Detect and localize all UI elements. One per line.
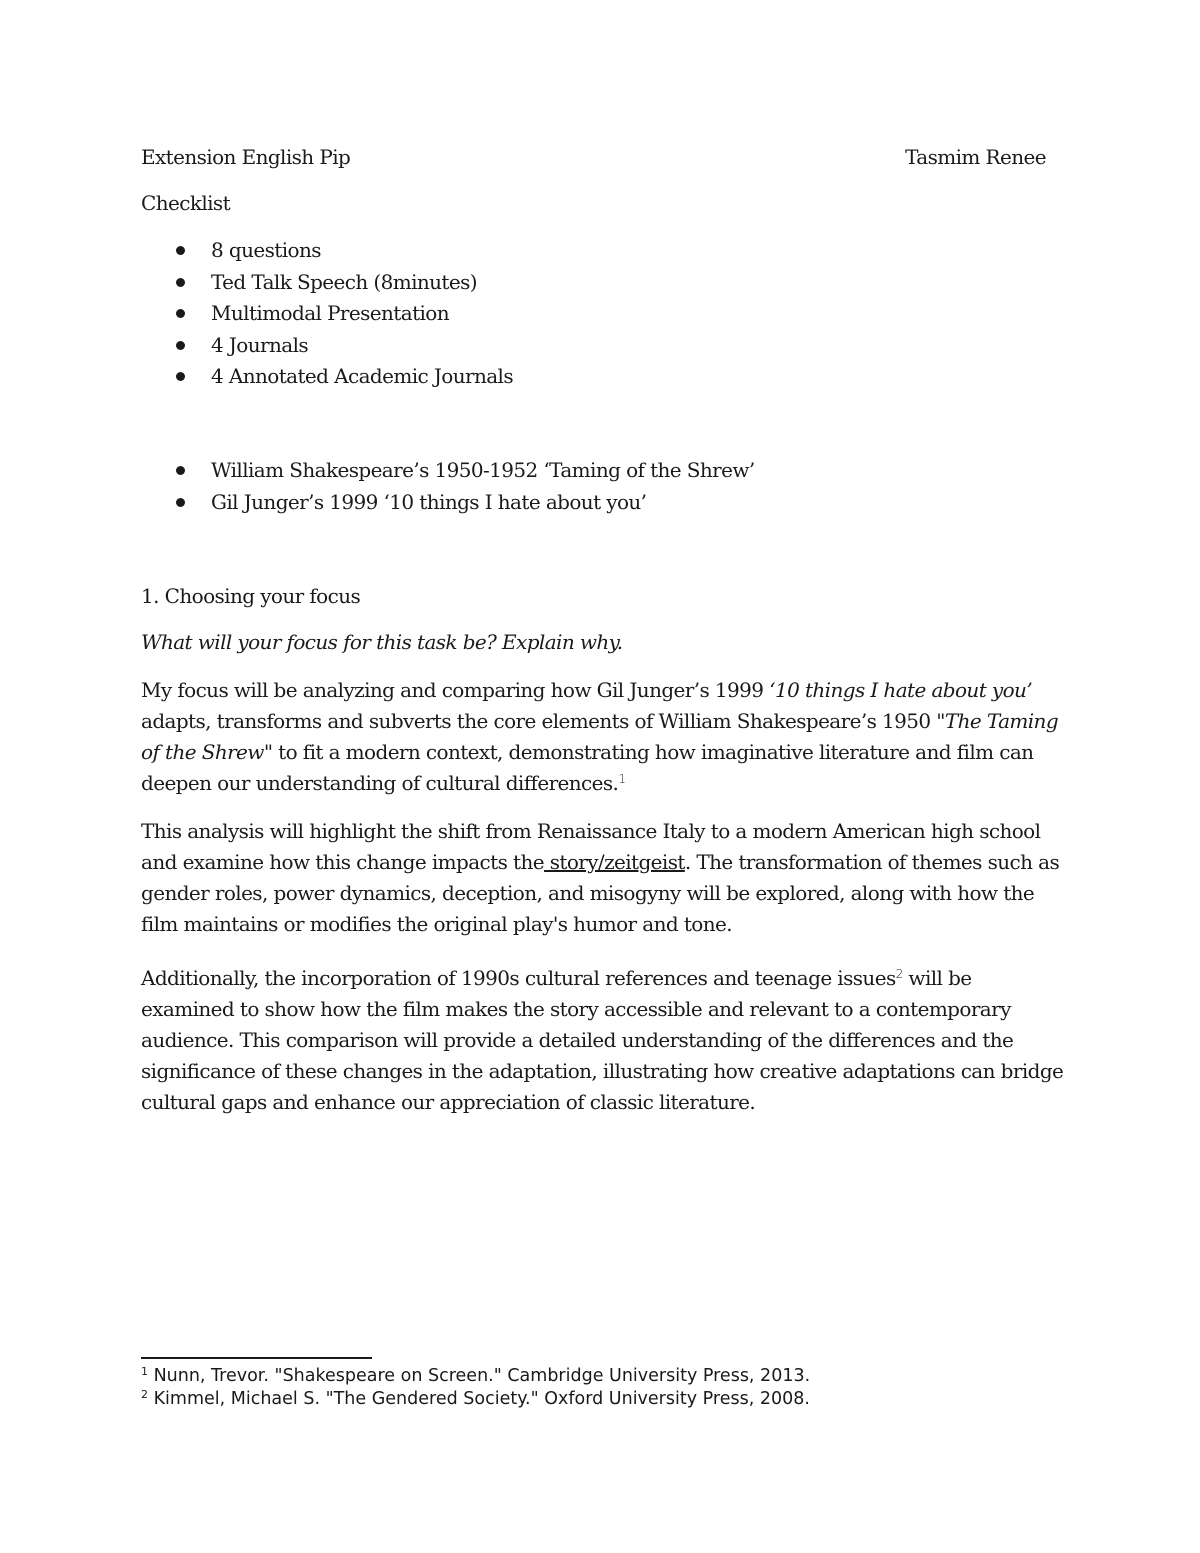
course-title: Extension English Pip: [141, 145, 351, 169]
list-item-text: William Shakespeare’s 1950-1952 ‘Taming of the Shrew’: [211, 458, 755, 482]
footnote-ref[interactable]: 2: [895, 967, 903, 981]
bullet-icon: [176, 372, 185, 381]
footnote-text: Nunn, Trevor. "Shakespeare on Screen." Cambridge University Press, 2013.: [148, 1366, 811, 1386]
footnote-ref[interactable]: 1: [618, 772, 626, 786]
footnote-divider: [141, 1357, 372, 1359]
bullet-icon: [176, 498, 185, 507]
bullet-icon: [176, 309, 185, 318]
section-heading: 1. Choosing your focus: [141, 584, 361, 608]
list-item-text: 8 questions: [211, 238, 321, 262]
list-item: [141, 363, 1041, 395]
list-item: [141, 457, 1041, 489]
list-item-text: 4 Journals: [211, 332, 309, 357]
paragraph-additional: [141, 963, 1066, 1118]
footnote-text: Kimmel, Michael S. "The Gendered Society." Oxford University Press, 2008.: [148, 1389, 810, 1409]
paragraph-text: will be examined to show how the film makes the story accessible and relevant to a contemporary audience. This comparison will provide a detailed understanding of the differences and the significance of these changes in the adaptation, illustrating how creative adaptations can bridge cultural gaps and enhance our appreciation of classic literature.: [141, 966, 1064, 1114]
list-item-text: 4 Annotated Academic Journals: [211, 364, 514, 388]
bullet-icon: [176, 466, 185, 475]
list-item: [141, 332, 1041, 364]
play-title: The Taming of the Shrew: [141, 709, 1059, 764]
footnote-number: 1: [141, 1365, 148, 1378]
list-item: [141, 300, 1041, 332]
list-item-text: Multimodal Presentation: [211, 301, 450, 325]
footnote-item: [141, 1388, 1041, 1411]
underlined-term: story/zeitgeist: [543, 850, 685, 874]
paragraph-text: adapts, transforms and subverts the core elements of William Shakespeare’s 1950 ": [141, 709, 945, 733]
bullet-icon: [176, 246, 185, 255]
author-name: Tasmim Renee: [905, 145, 1046, 169]
paragraph-analysis: [141, 816, 1066, 940]
bullet-icon: [176, 278, 185, 287]
list-item: [141, 269, 1041, 301]
list-item: [141, 237, 1041, 269]
texts-list: [141, 457, 1041, 520]
footnote-item: [141, 1365, 1041, 1388]
paragraph-text: My focus will be analyzing and comparing how Gil Junger’s 1999: [141, 678, 770, 702]
section-question: What will your focus for this task be? Explain why.: [141, 630, 623, 654]
paragraph-text: This analysis will highlight the shift from Renaissance Italy to a modern American high school and examine how this change impacts the: [141, 819, 1041, 874]
checklist-list: [141, 237, 1041, 395]
paragraph-text: . The transformation of themes such as gender roles, power dynamics, deception, and misogyny will be explored, along with how the film maintains or modifies the original play's humor and tone.: [141, 850, 1060, 936]
paragraph-focus: [141, 675, 1066, 799]
bullet-icon: [176, 341, 185, 350]
footnotes: [141, 1365, 1041, 1411]
paragraph-text: " to fit a modern context, demonstrating how imaginative literature and film can deepen our understanding of cultural differences.: [141, 740, 1034, 795]
list-item-text: Ted Talk Speech (8minutes): [211, 269, 477, 294]
list-item: [141, 489, 1041, 521]
footnote-number: 2: [141, 1388, 148, 1401]
film-title: ‘10 things I hate about you’: [769, 678, 1033, 702]
paragraph-text: Additionally, the incorporation of 1990s cultural references and teenage issues: [141, 966, 896, 990]
list-item-text: Gil Junger’s 1999 ‘10 things I hate about you’: [211, 489, 647, 514]
checklist-heading: Checklist: [141, 191, 231, 215]
